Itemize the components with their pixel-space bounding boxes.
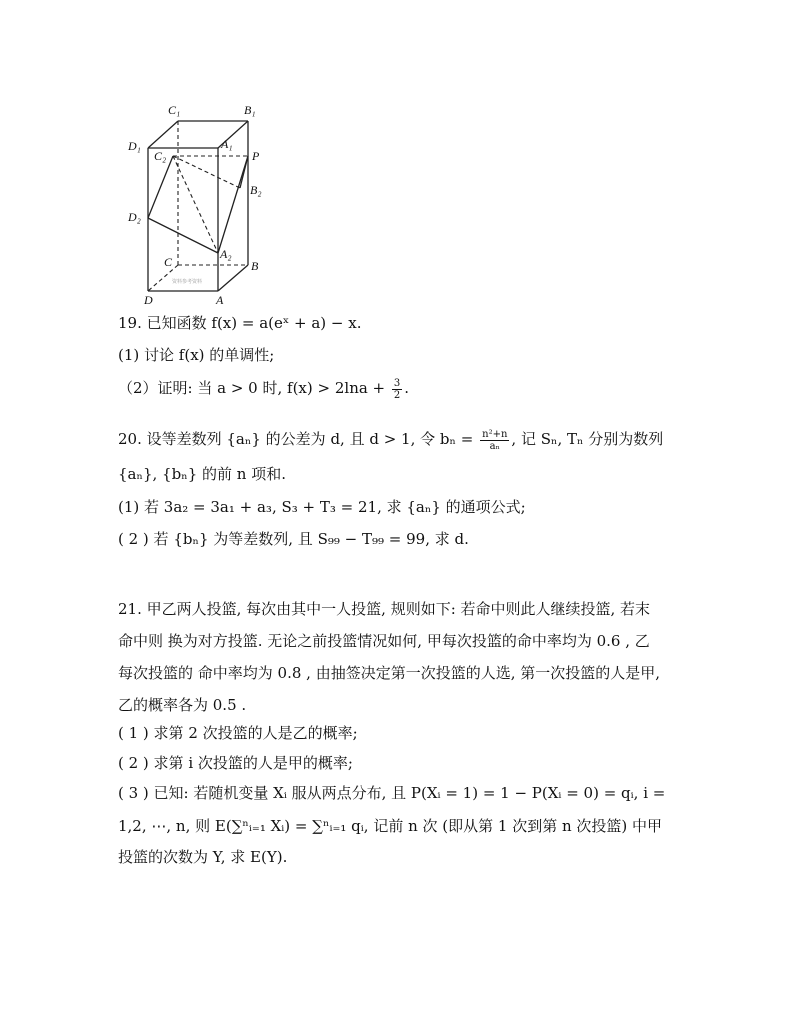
q21-part2: ( 2 ) 求第 i 次投篮的人是甲的概率; xyxy=(118,754,353,772)
q20-statement-text: 20. 设等差数列 {aₙ} 的公差为 d, 且 d > 1, 令 bₙ = xyxy=(118,430,474,448)
q21-statement-4: 乙的概率各为 0.5 . xyxy=(118,696,247,714)
label-d2: D₂ xyxy=(128,210,141,224)
edge-c2-a2-hidden xyxy=(173,156,218,253)
q21-part1: ( 1 ) 求第 2 次投篮的人是乙的概率; xyxy=(118,724,358,742)
q19-statement: 19. 已知函数 f(x) = a(eˣ + a) − x. xyxy=(118,314,362,332)
q19-part1: (1) 讨论 f(x) 的单调性; xyxy=(118,346,275,364)
q21-statement-2: 命中则 换为对方投篮. 无论之前投篮情况如何, 甲每次投篮的命中率均为 0.6 , 乙 xyxy=(118,632,650,650)
edge-d2-c2 xyxy=(148,156,173,218)
q20-part2: ( 2 ) 若 {bₙ} 为等差数列, 且 S₉₉ − T₉₉ = 99, 求 d. xyxy=(118,530,469,548)
edge-c-d-hidden xyxy=(148,265,178,291)
label-d1: D₁ xyxy=(128,139,141,153)
edge-d1-c1 xyxy=(148,121,178,148)
q20-fraction xyxy=(480,429,509,452)
prism-diagram xyxy=(118,98,278,310)
q19-part2 xyxy=(118,377,409,401)
label-c1: C₁ xyxy=(168,103,181,117)
label-b: B xyxy=(251,259,259,273)
q19-fraction xyxy=(392,378,402,401)
q21-part3-cont: 1,2, ⋯, n, 则 E(∑ⁿᵢ₌₁ Xᵢ) = ∑ⁿᵢ₌₁ qᵢ, 记前 n 次 (即从第 1 次到第 n 次投篮) 中甲 xyxy=(118,817,663,835)
edge-d2-a2 xyxy=(148,218,218,253)
q20-part1: (1) 若 3a₂ = 3a₁ + a₃, S₃ + T₃ = 21, 求 {aₙ} 的通项公式; xyxy=(118,498,526,516)
label-d: D xyxy=(144,293,153,307)
q19-part2-end: . xyxy=(404,379,410,397)
label-a: A xyxy=(216,293,224,307)
q21-statement-3: 每次投篮的 命中率均为 0.8 , 由抽签决定第一次投篮的人选, 第一次投篮的人是甲, xyxy=(118,664,661,682)
label-c2: C₂ xyxy=(154,149,167,163)
edge-c2-b2-hidden xyxy=(173,156,240,188)
label-a2: A₂ xyxy=(220,247,232,261)
q19-fraction-den: 2 xyxy=(393,389,401,401)
q20-statement-end: , 记 Sₙ, Tₙ 分别为数列 xyxy=(511,430,664,448)
q20-statement xyxy=(118,428,663,452)
q21-part3-end: 投篮的次数为 Y, 求 E(Y). xyxy=(118,848,288,866)
label-b2: B₂ xyxy=(250,183,262,197)
label-c: C xyxy=(164,255,173,269)
q21-statement-1: 21. 甲乙两人投篮, 每次由其中一人投篮, 规则如下: 若命中则此人继续投篮, 若末 xyxy=(118,600,651,618)
edge-p-a2 xyxy=(218,156,248,253)
q21-part3: ( 3 ) 已知: 若随机变量 Xᵢ 服从两点分布, 且 P(Xᵢ = 1) = 1 − P(Xᵢ = 0) = qᵢ, i = xyxy=(118,784,666,802)
label-b1: B₁ xyxy=(244,103,256,117)
label-p: P xyxy=(252,149,260,163)
edge-a-b xyxy=(218,265,248,291)
q19-fraction-num: 3 xyxy=(393,377,401,389)
figure-watermark: 资料参考资料 xyxy=(172,279,203,285)
q19-part2-text: （2）证明: 当 a > 0 时, f(x) > 2lna + xyxy=(118,379,386,397)
label-a1: A₁ xyxy=(221,137,233,151)
q20-fraction-den: aₙ xyxy=(489,440,500,452)
q20-statement-cont: {aₙ}, {bₙ} 的前 n 项和. xyxy=(118,465,286,483)
prism-figure xyxy=(118,98,278,310)
q20-fraction-num: n²+n xyxy=(482,428,508,440)
